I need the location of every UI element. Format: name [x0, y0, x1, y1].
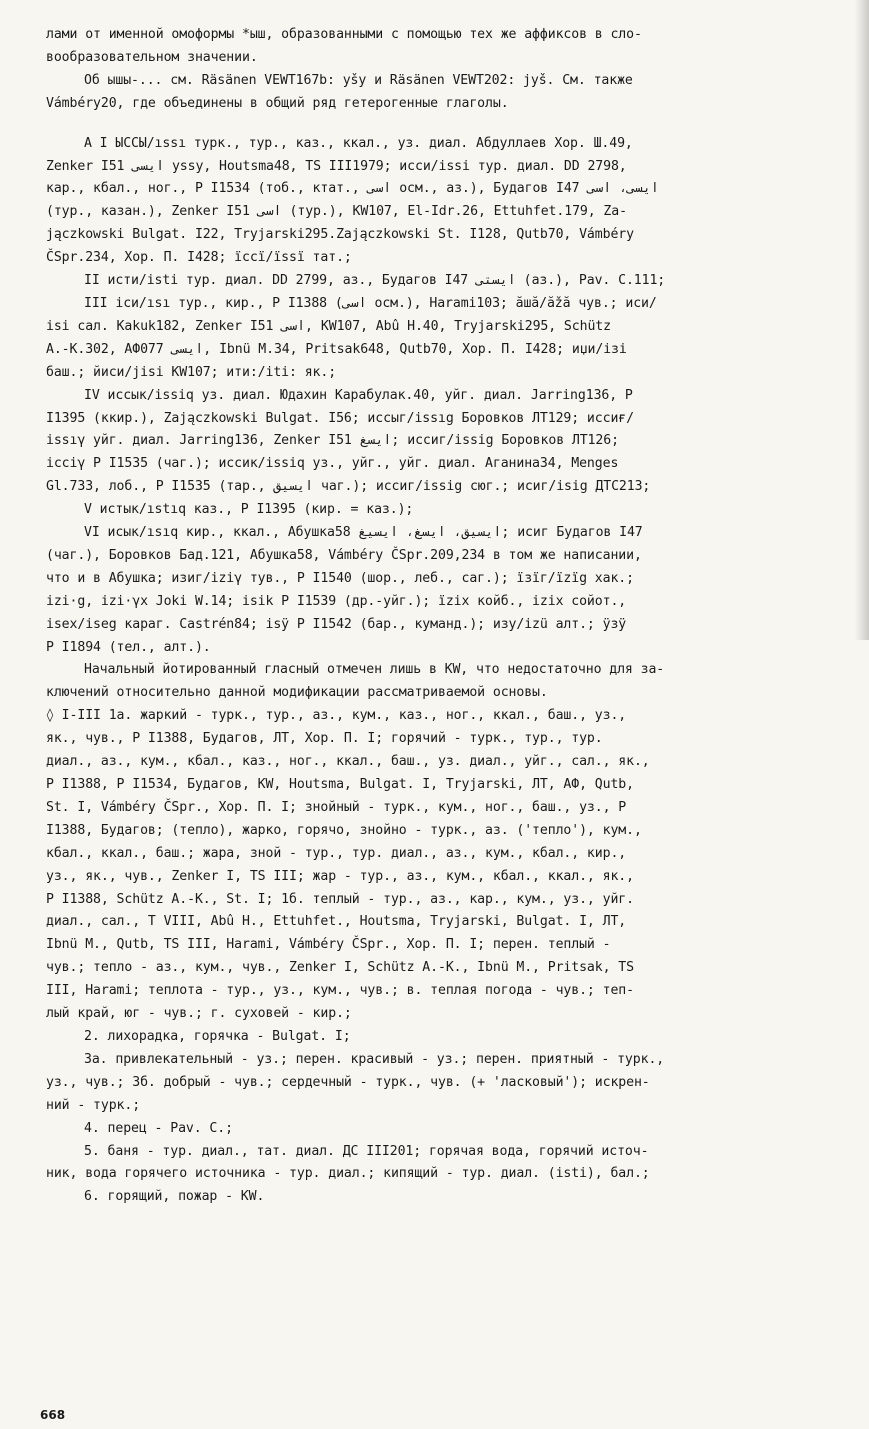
text-line: кбал., ккал., баш.; жара, зной - тур., тур. диал., аз., кум., кбал., кир., [46, 845, 627, 861]
text-line: ний - турк.; [46, 1097, 141, 1113]
text-line: Zenker I51 ایسی yssy, Houtsma48, TS III1979; исси/issi тур. диал. DD 2798, [46, 158, 627, 174]
text-line: icciγ Р I1535 (чаг.); иссик/issiq уз., уйг., уйг. диал. Аганина34, Menges [46, 456, 619, 472]
text-line: St. I, Vámbéry ČSpr., Хор. П. I; знойный - турк., кум., ног., баш., уз., Р [46, 799, 627, 815]
meaning-line: 6. горящий, пожар - KW. [84, 1189, 265, 1205]
text-line: чув.; тепло - аз., кум., чув., Zenker I, Schütz A.-K., Ibnü M., Pritsak, TS [46, 960, 634, 976]
text-line: баш.; йиси/jisi KW107; ити:/iti: як.; [46, 364, 337, 380]
meaning-line: 4. перец - Pav. C.; [84, 1120, 233, 1136]
document-page [46, 24, 846, 1209]
text-line: кар., кбал., ног., Р I1534 (тоб., ктат., اسی осм., аз.), Будагов I47 ایسی، اسی [46, 181, 659, 197]
text-line: Ibnü M., Qutb, TS III, Harami, Vámbéry ČSpr., Хор. П. I; перен. теплый - [46, 937, 611, 953]
entry-line: A I ЫССЫ/ıssı турк., тур., каз., ккал., уз. диал. Абдуллаев Хор. Ш.49, [84, 135, 633, 151]
scan-edge-shadow [855, 0, 869, 640]
meaning-line: 3a. привлекательный - уз.; перен. красивый - уз.; перен. приятный - турк., [84, 1051, 665, 1067]
text-line: ник, вода горячего источника - тур. диал.; кипящий - тур. диал. (isti), бал.; [46, 1166, 650, 1182]
text-line: issıγ уйг. диал. Jarring136, Zenker I51 ایسغ; иссиг/issig Боровков ЛТ126; [46, 433, 619, 449]
text-line: что и в Абушка; изиг/iziγ тув., Р I1540 (шор., леб., саг.); їзїг/ïzïg хак.; [46, 570, 634, 586]
text-line: Р I1894 (тел., алт.). [46, 639, 211, 655]
text-line: I1388, Будагов; (тепло), жарко, горячо, знойно - турк., аз. ('тепло'), кум., [46, 822, 642, 838]
text-line: jączkowski Bulgat. I22, Tryjarski295.Zajączkowski St. I128, Qutb70, Vámbéry [46, 227, 634, 243]
entry-line: IV иссык/issiq уз. диал. Юдахин Карабулак.40, уйг. диал. Jarring136, Р [84, 387, 633, 403]
text-line: (тур., казан.), Zenker I51 اسی (тур.), KW107, El-Idr.26, Ettuhfet.179, Za- [46, 204, 627, 220]
meaning-line: 2. лихорадка, горячка - Bulgat. I; [84, 1028, 351, 1044]
entry-line: V истык/ıstıq каз., Р I1395 (кир. = каз.); [84, 502, 414, 518]
text-line: isex/iseg караг. Castrén84; isÿ Р I1542 (бар., куманд.); изу/izü алт.; ÿзÿ [46, 616, 627, 632]
text-line: Начальный йотированный гласный отмечен лишь в KW, что недостаточно для за- [84, 662, 665, 678]
text-line: вообразовательном значении. [46, 49, 258, 65]
meaning-line: 5. баня - тур. диал., тат. диал. ДС III201; горячая вода, горячий источ- [84, 1143, 649, 1159]
text-line: лами от именной омоформы *ыш, образованными с помощью тех же аффиксов в сло- [46, 27, 642, 42]
page-number: 668 [40, 1408, 66, 1422]
text-line: уз., як., чув., Zenker I, TS III; жар - тур., аз., кум., кбал., ккал., як., [46, 868, 634, 884]
text-line: Vámbéry20, где объединены в общий ряд гетерогенные глаголы. [46, 95, 509, 111]
text-line: уз., чув.; 3б. добрый - чув.; сердечный - турк., чув. (+ 'ласковый'); искрен- [46, 1074, 650, 1090]
text-line: III, Harami; теплота - тур., уз., кум., чув.; в. теплая погода - чув.; теп- [46, 983, 634, 999]
text-line: A.-K.302, АФ077 ایسی, Ibnü M.34, Pritsak648, Qutb70, Хор. П. I428; иџи/iзi [46, 341, 627, 357]
text-line: Об ышы-... см. Räsänen VEWT167b: yšy и Räsänen VEWT202: jyš. См. также [84, 72, 633, 88]
text-line: як., чув., Р I1388, Будагов, ЛТ, Хор. П. I; горячий - турк., тур., тур. [46, 731, 603, 747]
text-line: (чаг.), Боровков Бад.121, Абушка58, Vámbéry ČSpr.209,234 в том же написании, [46, 547, 642, 563]
meaning-line: ◊ I-III 1a. жаркий - турк., тур., аз., кум., каз., ног., ккал., баш., уз., [46, 708, 627, 724]
text-line: Р I1388, Schütz A.-K., St. I; 1б. теплый - тур., аз., кар., кум., уз., уйг. [46, 891, 634, 907]
text-line: ключений относительно данной модификации рассматриваемой основы. [46, 685, 548, 701]
text-line: izi·g, izi·γx Joki W.14; isik Р I1539 (др.-уйг.); ïzix койб., izix сойот., [46, 593, 627, 609]
text-line: диал., аз., кум., кбал., каз., ног., ккал., баш., уз. диал., уйг., сал., як., [46, 754, 650, 770]
text-line: Gl.733, лоб., Р I1535 (тар., ایسیق чаг.); иссиг/issig сюг.; исиг/isig ДТС213; [46, 479, 651, 495]
text-line: isi сал. Kakuk182, Zenker I51 اسی, KW107, Abû H.40, Tryjarski295, Schütz [46, 318, 611, 334]
text-line: лый край, юг - чув.; г. суховей - кир.; [46, 1006, 352, 1022]
entry-line: II исти/isti тур. диал. DD 2799, аз., Будагов I47 ایستی (аз.), Pav. C.111; [84, 273, 666, 289]
text-line: I1395 (ккир.), Zajączkowski Bulgat. I56; иссыг/issıg Боровков ЛТ129; иссиғ/ [46, 410, 634, 426]
text-line: диал., сал., T VIII, Abû H., Ettuhfet., Houtsma, Tryjarski, Bulgat. I, ЛТ, [46, 914, 627, 930]
text-line: ČSpr.234, Хор. П. I428; ïccï/ïssï тат.; [46, 250, 352, 266]
entry-line: III іси/ısı тур., кир., Р I1388 (اسی осм.), Harami103; ăшă/ăžă чув.; иси/ [84, 295, 657, 311]
text-line: Р I1388, Р I1534, Будагов, KW, Houtsma, Bulgat. I, Tryjarski, ЛТ, АФ, Qutb, [46, 777, 634, 792]
entry-line: VI исык/ısıq кир., ккал., Абушка58 ایسیق، ایسغ، ایسیغ; исиг Будагов I47 [84, 525, 643, 541]
